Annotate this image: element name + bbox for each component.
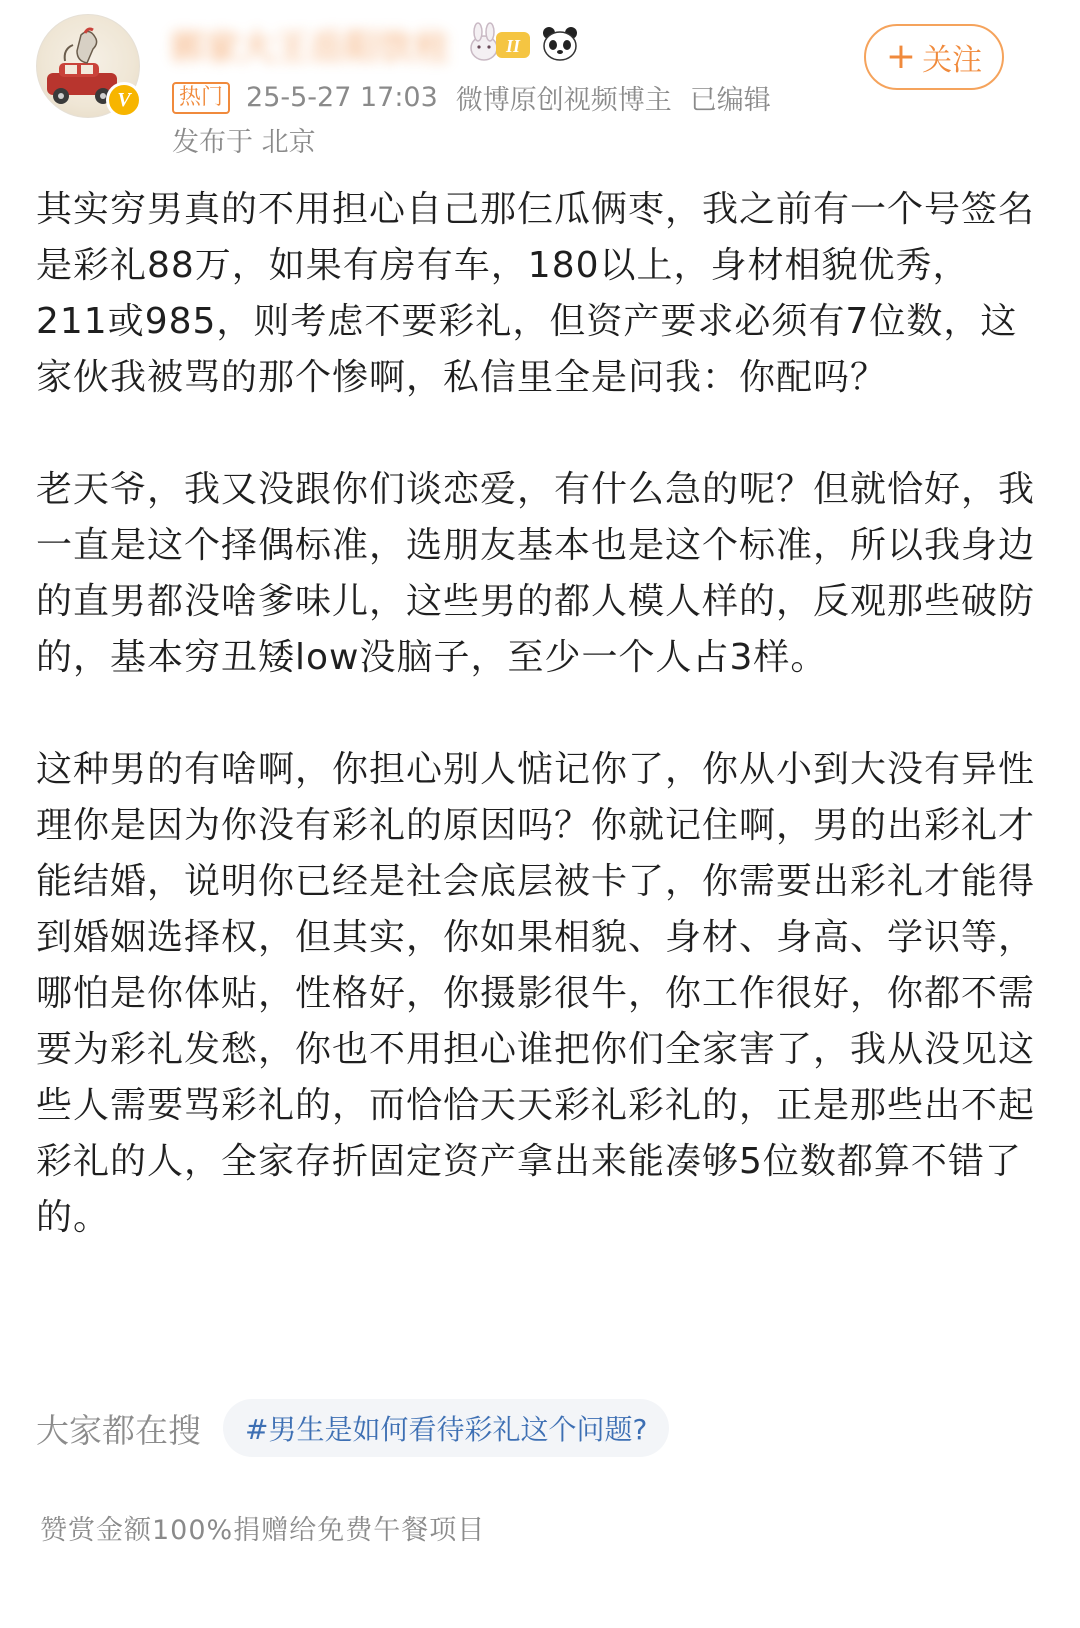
- post-paragraph: 老天爷，我又没跟你们谈恋爱，有什么急的呢？但就恰好，我一直是这个择偶标准，选朋友基本也是这个标准，所以我身边的直男都没啥爹味儿，这些男的都人模人样的，反观那些破防的，基本穷丑矮low没脑子，至少一个人占3样。: [36, 469, 1036, 678]
- trending-topic-chip[interactable]: #男生是如何看待彩礼这个问题?: [223, 1399, 669, 1457]
- follow-button[interactable]: [864, 24, 1004, 90]
- avatar[interactable]: [36, 14, 140, 118]
- plus-icon: +: [885, 36, 917, 77]
- reward-notice[interactable]: 赞赏金额100%捐赠给免费午餐项目: [40, 1515, 486, 1546]
- post-paragraph: 这种男的有啥啊，你担心别人惦记你了，你从小到大没有异性理你是因为你没有彩礼的原因吗？你就记住啊，男的出彩礼才能结婚，说明你已经是社会底层被卡了，你需要出彩礼才能得到婚姻选择权，但其实，你如果相貌、身材、身高、学识等，哪怕是你体贴，性格好，你摄影很牛，你工作很好，你都不需要为彩礼发愁，你也不用担心谁把你们全家害了，我从没见这些人需要骂彩礼的，而恰恰天天彩礼彩礼的，正是那些出不起彩礼的人，全家存折固定资产拿出来能凑够5位数都算不错了的。: [36, 749, 1036, 1238]
- verified-v-icon: V: [106, 82, 142, 118]
- post-location: 发布于 北京: [172, 127, 316, 158]
- post-timestamp: 25-5-27 17:03: [246, 82, 438, 113]
- post-meta: [172, 78, 789, 117]
- author-type: 微博原创视频博主: [455, 85, 672, 116]
- follow-label: 关注: [922, 43, 983, 78]
- name-row: [170, 20, 580, 68]
- trending-search-row: [36, 1398, 669, 1458]
- edited-label[interactable]: 已编辑: [689, 85, 771, 116]
- post-paragraph: 其实穷男真的不用担心自己那仨瓜俩枣，我之前有一个号签名是彩礼88万，如果有房有车，180以上，身材相貌优秀，211或985，则考虑不要彩礼，但资产要求必须有7位数，这家伙我被骂的那个惨啊，私信里全是问我：你配吗？: [36, 189, 1036, 398]
- username[interactable]: 郭家大王岳阳饮柱: [170, 27, 450, 68]
- post-header: [0, 0, 1080, 170]
- post-content: [36, 182, 1036, 1246]
- trending-search-label: 大家都在搜: [36, 1410, 201, 1450]
- panda-icon: [540, 24, 580, 64]
- svg-text:II: II: [505, 36, 521, 56]
- level-badge-icon: [464, 22, 534, 66]
- hot-tag: 热门: [172, 82, 230, 114]
